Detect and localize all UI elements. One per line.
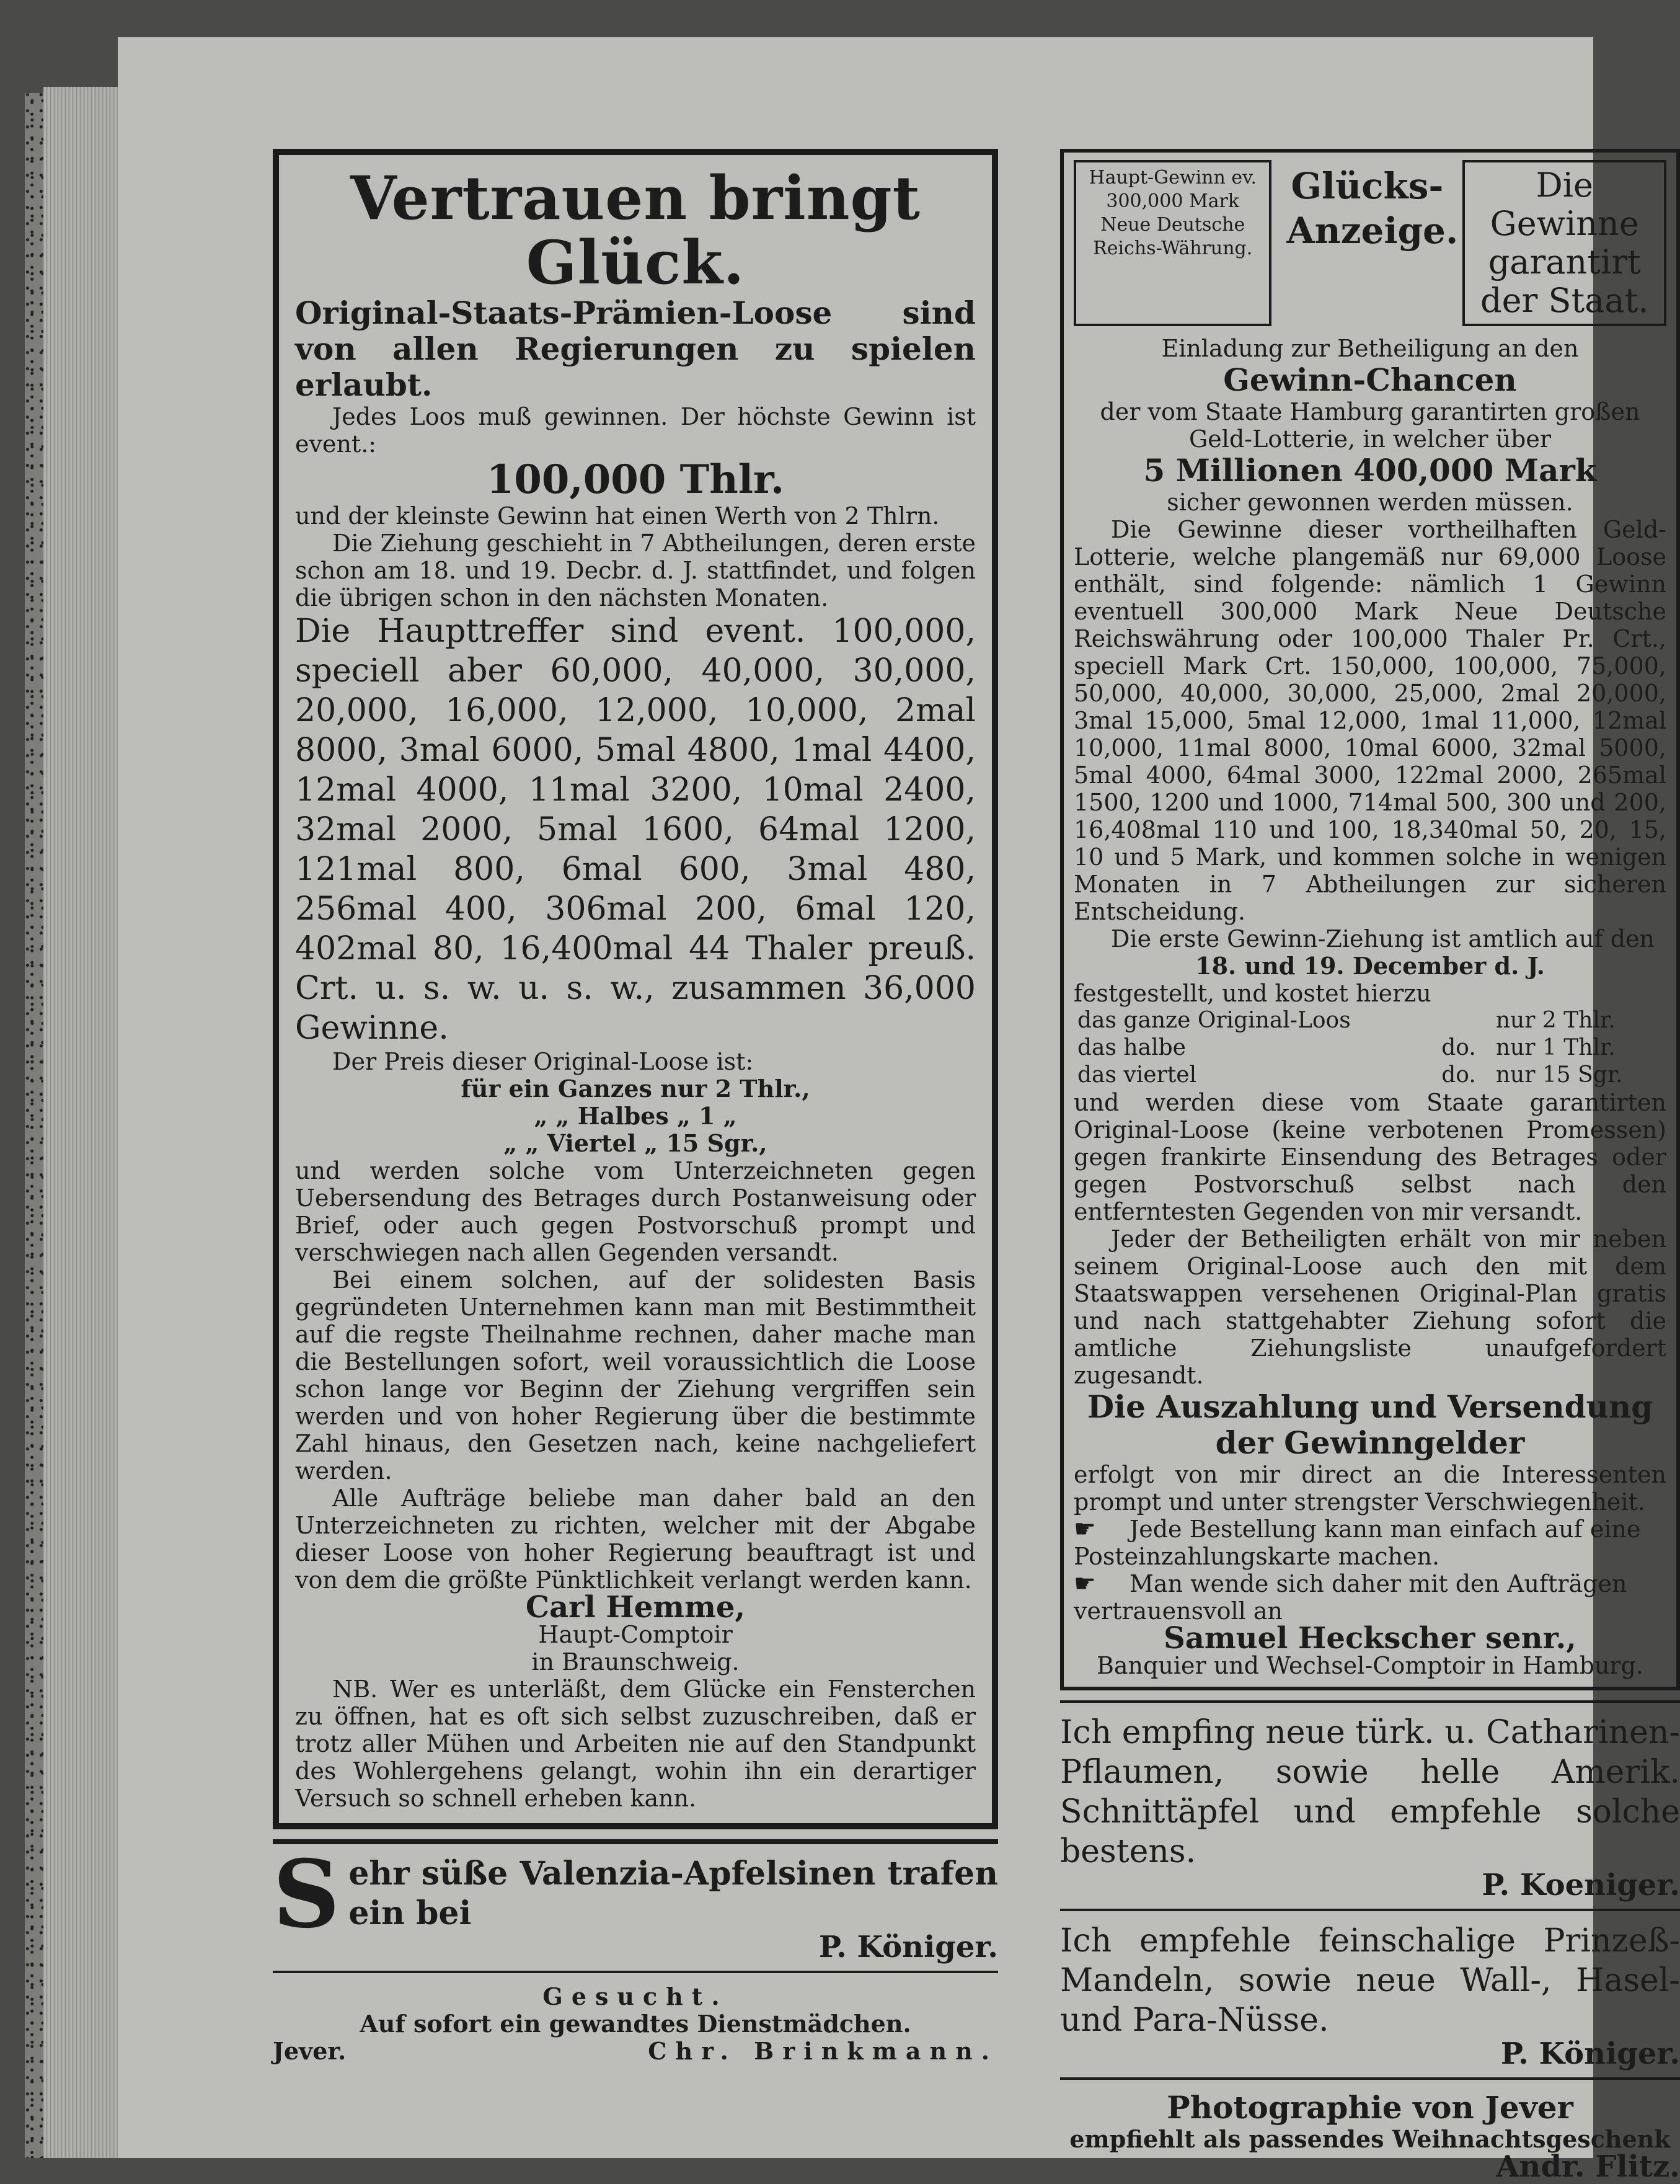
- ad-text: Ich empfing neue türk. u. Catharinen-Pflaumen, sowie helle Amerik. Schnittäpfel und empfehle solche bestens.: [1060, 1714, 1680, 1870]
- price-item: das viertel: [1077, 1062, 1197, 1088]
- ad-text: Ich empfehle feinschalige Prinzeß-Mandeln, sowie neue Wall-, Hasel- und Para-Nüsse.: [1060, 1922, 1680, 2039]
- ad-gesucht: [273, 1983, 998, 2065]
- ad-paragraph: festgestellt, und kostet hierzu: [1074, 980, 1431, 1007]
- ad-paragraph: Die erste Gewinn-Ziehung ist amtlich auf den: [1111, 925, 1655, 952]
- table-row: [1074, 1007, 1666, 1034]
- ad-paragraph: erfolgt von mir direct an die Interessenten prompt und unter strengster Verschwiegenheit.: [1074, 1461, 1666, 1516]
- ad-paragraph: Die Ziehung geschieht in 7 Abtheilungen, deren erste schon am 18. und 19. Decbr. d. J. stattfindet, und folgen die übrigen schon in den nächsten Monaten.: [295, 530, 976, 611]
- ad-paragraph-with-hand: [1074, 1570, 1666, 1625]
- ad-paragraph: Bei einem solchen, auf der solidesten Basis gegründeten Unternehmen kann man mit Bestimmtheit auf die regste Theilnahme rechnen, daher mache man die Bestellungen sofort, weil voraussichtlich die Loose schon lange vor Beginn der Ziehung vergriffen sein werden und von hoher Regierung über die bestimmte Zahl hinaus, den Gesetzen nach, keine nachgeliefert werden.: [295, 1266, 976, 1485]
- ad-prize-list: Die Haupttreffer sind event. 100,000, speciell aber 60,000, 40,000, 30,000, 20,000, 16,000, 12,000, 10,000, 2mal 8000, 3mal 6000, 5mal 4800, 1mal 4400, 12mal 4000, 11mal 3200, 10mal 2400, 32mal 2000, 5mal 1600, 64mal 1200, 121mal 800, 6mal 600, 3mal 480, 256mal 400, 306mal 200, 6mal 120, 402mal 80, 16,400mal 44 Thaler preuß. Crt. u. s. w. u. s. w., zusammen 36,000 Gewinne.: [295, 613, 976, 1047]
- ad-photographie: [1060, 2089, 1680, 2184]
- ad-intro: Einladung zur Betheiligung an den: [1161, 335, 1579, 362]
- ad-text: Jede Bestellung kann man einfach auf eine Posteinzahlungskarte machen.: [1074, 1516, 1641, 1570]
- price-item: das ganze Original-Loos: [1077, 1008, 1351, 1033]
- ad-signature: Carl Hemme,: [525, 1590, 746, 1625]
- ad-title: Gewinn-Chancen: [1223, 362, 1517, 398]
- ad-paragraph: Der Preis dieser Original-Loose ist:: [332, 1048, 754, 1075]
- divider: [273, 1839, 998, 1844]
- ad-date: 18. und 19. December d. J.: [1195, 952, 1545, 980]
- price-ditto: do.: [1441, 1062, 1476, 1088]
- ad-signer: P. Königer.: [818, 1930, 998, 1964]
- ad-text: Auf sofort ein gewandtes Dienstmädchen.: [360, 2010, 911, 2038]
- ad-paragraph: und werden diese vom Staate garantirten Original-Loose (keine verbotenen Promessen) gegen frankirte Einsendung des Betrages oder gegen Postvorschuß selbst nach den entferntesten Gegenden von mir versandt.: [1074, 1089, 1666, 1225]
- book-page-stack: [43, 87, 118, 2158]
- ad-paragraph: Alle Aufträge beliebe man daher bald an den Unterzeichneten zu richten, welcher mit der Abgabe dieser Loose von hoher Regierung beauftragt ist und von dem die größte Pünktlichkeit verlangt werden kann.: [295, 1485, 976, 1594]
- ad-place: Jever.: [273, 2037, 347, 2065]
- ad-signer: P. Koeniger.: [1482, 1868, 1680, 1902]
- pointing-hand-icon: ☛: [1074, 1569, 1096, 1598]
- header-box-center: Glücks-Anzeige.: [1286, 165, 1459, 252]
- ad-subtitle: der vom Staate Hamburg garantirten großen Geld-Lotterie, in welcher über: [1100, 398, 1640, 453]
- divider: [1060, 1700, 1680, 1703]
- table-row: [1074, 1062, 1666, 1089]
- lottery-ad-hemme: [273, 149, 998, 1829]
- ad-text: empfiehlt als passendes Weihnachtsgeschenk: [1069, 2125, 1671, 2153]
- ad-prize-list: Die Gewinne dieser vortheilhaften Geld-Lotterie, welche plangemäß nur 69,000 Loose enthält, sind folgende: nämlich 1 Gewinn eventuell 300,000 Mark Neue Deutsche Reichswährung oder 100,000 Thaler Pr. Crt., speciell Mark Crt. 150,000, 100,000, 75,000, 50,000, 40,000, 30,000, 25,000, 2mal 20,000, 3mal 15,000, 5mal 12,000, 1mal 11,000, 12mal 10,000, 11mal 8000, 10mal 6000, 32mal 5000, 5mal 4000, 64mal 3000, 122mal 2000, 265mal 1500, 1200 und 1000, 714mal 500, 300 und 200, 16,408mal 110 und 100, 18,340mal 50, 20, 15, 10 und 5 Mark, und kommen solche in wenigen Monaten in 7 Abtheilungen zur sicheren Entscheidung.: [1074, 516, 1666, 925]
- header-box-right: Die Gewinne garantirt der Staat.: [1462, 160, 1666, 326]
- dropcap-letter: S: [273, 1840, 340, 1949]
- ad-paragraph: und der kleinste Gewinn hat einen Werth von 2 Thlrn.: [295, 502, 940, 530]
- ad-subhead: Original-Staats-Prämien-Loose sind von allen Regierungen zu spielen erlaubt.: [295, 295, 976, 403]
- right-column: [1060, 149, 1680, 2184]
- price-ditto: do.: [1441, 1035, 1476, 1060]
- ad-price-line: „ „ Halbes „ 1 „: [534, 1102, 737, 1130]
- divider: [1060, 1909, 1680, 1911]
- newspaper-page: [118, 37, 1680, 2184]
- ad-title: Photographie von Jever: [1167, 2089, 1573, 2126]
- ad-nota-bene: NB. Wer es unterläßt, dem Glücke ein Fensterchen zu öffnen, hat es oft sich selbst zuzuschreiben, daß er trotz aller Mühen und Arbeiten nie auf den Standpunkt des Wohlergehens gelangt, wohin ihn ein derartiger Versuch so schnell erheben kann.: [295, 1676, 976, 1812]
- header-box-left: Haupt-Gewinn ev. 300,000 Mark Neue Deutsche Reichs-Währung.: [1074, 160, 1271, 326]
- price-value: nur 15 Sgr.: [1495, 1062, 1623, 1088]
- ad-apfelsinen: [273, 1840, 998, 1964]
- ad-paragraph: Jeder der Betheiligten erhält von mir neben seinem Original-Loose auch den mit dem Staatswappen versehenen Original-Plan gratis und nach stattgehabter Ziehung sofort die amtliche Ziehungsliste unaufgefordert zugesandt.: [1074, 1225, 1666, 1389]
- price-table: [1074, 1007, 1666, 1089]
- ad-amount: 5 Millionen 400,000 Mark: [1143, 452, 1597, 489]
- divider: [1060, 2077, 1680, 2080]
- pointing-hand-icon: ☛: [1074, 1515, 1096, 1543]
- ad-signer: Andr. Flitz.: [1496, 2149, 1680, 2184]
- ad-title: Gesucht.: [542, 1982, 728, 2010]
- ad-price-line: „ „ Viertel „ 15 Sgr.,: [503, 1129, 767, 1157]
- ad-paragraph: Jedes Loos muß gewinnen. Der höchste Gewinn ist event.:: [295, 403, 976, 458]
- price-value: nur 2 Thlr.: [1495, 1008, 1616, 1033]
- ad-paragraph: und werden solche vom Unterzeichneten gegen Uebersendung des Betrages durch Postanweisung oder Brief, oder auch gegen Postvorschuß prompt und verschwiegen nach allen Gegenden versandt.: [295, 1157, 976, 1266]
- price-item: das halbe: [1077, 1035, 1186, 1060]
- ad-amount: 100,000 Thlr.: [486, 456, 785, 503]
- ad-signer: Chr. Brinkmann.: [648, 2037, 998, 2065]
- ad-signer: Samuel Heckscher senr.,: [1164, 1621, 1576, 1656]
- ad-text: Man wende sich daher mit den Aufträgen vertrauensvoll an: [1074, 1570, 1627, 1625]
- lottery-ad-heckscher: [1060, 149, 1680, 1690]
- ad-signer: P. Königer.: [1500, 2036, 1680, 2071]
- ad-footer-row: [273, 2038, 998, 2065]
- table-row: [1074, 1034, 1666, 1062]
- ad-pflaumen: [1060, 1713, 1680, 1902]
- price-value: nur 1 Thlr.: [1495, 1035, 1616, 1060]
- ad-signer-line: Banquier und Wechsel-Comptoir in Hamburg.: [1096, 1652, 1644, 1679]
- ad-price-line: für ein Ganzes nur 2 Thlr.,: [461, 1075, 810, 1103]
- divider: [273, 1971, 998, 1973]
- ad-header-boxes: [1074, 160, 1666, 326]
- ad-text: ehr süße Valenzia-Apfelsinen trafen ein bei: [348, 1855, 998, 1932]
- ad-subtitle: sicher gewonnen werden müssen.: [1167, 489, 1573, 516]
- ad-signature-line: Haupt-Comptoir: [538, 1621, 733, 1648]
- ad-mandeln: [1060, 1921, 1680, 2071]
- price-ditto: [1438, 1007, 1492, 1034]
- ad-paragraph-with-hand: [1074, 1516, 1666, 1570]
- ad-signature-line: in Braunschweig.: [531, 1648, 740, 1676]
- ad-heading: Die Auszahlung und Versendung der Gewinngelder: [1087, 1388, 1653, 1461]
- left-column: [273, 149, 998, 2065]
- ad-headline: Vertrauen bringt Glück.: [350, 163, 921, 298]
